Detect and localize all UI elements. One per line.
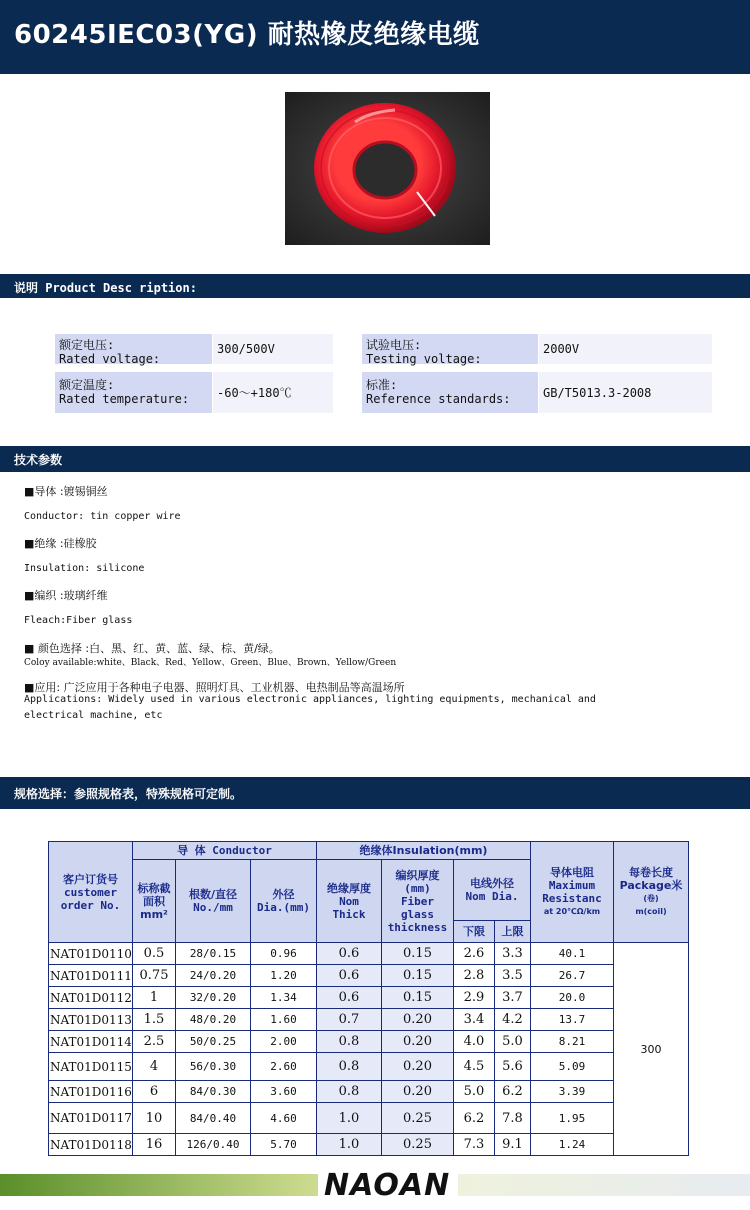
cell-ins: 1.0 [317, 1134, 382, 1156]
header-text: 客户订货号 [63, 872, 118, 886]
spec-table [48, 841, 689, 1156]
spec-label-testing-voltage [362, 334, 538, 364]
header-conductor-group: 导 体 Conductor [133, 842, 317, 860]
tech-applications-en-2: electrical machine, etc [24, 710, 163, 721]
header-text: thickness [387, 920, 448, 934]
cell-code: NAT01D0118 [49, 1134, 133, 1156]
header-text: customer [64, 885, 117, 899]
header-outer-dia [251, 860, 317, 943]
section-title: 规格选择：参照规格表，特殊规格可定制。 [14, 787, 243, 801]
spec-label-rated-temperature [55, 372, 212, 413]
cell-area: 4 [133, 1053, 176, 1081]
table-row [49, 1009, 689, 1031]
header-text: 绝缘厚度 [327, 881, 371, 895]
cell-min: 2.9 [454, 987, 495, 1009]
header-text: 导体电阻 [550, 866, 594, 879]
spec-label-rated-voltage [55, 334, 212, 364]
cell-min: 4.5 [454, 1053, 495, 1081]
cell-code: NAT01D0110 [49, 943, 133, 965]
header-text: Thick [332, 907, 366, 921]
tech-applications-en-1: Applications: Widely used in various electronic appliances, lighting equipments, mechanical and [24, 694, 596, 705]
header-text: Nom [339, 894, 359, 908]
cell-res: 20.0 [531, 987, 614, 1009]
cell-max: 4.2 [495, 1009, 531, 1031]
cell-max: 3.5 [495, 965, 531, 987]
cell-res: 5.09 [531, 1053, 614, 1081]
cell-code: NAT01D0116 [49, 1081, 133, 1103]
logo-text: NAOAN [324, 1168, 451, 1203]
header-text: (卷) [643, 894, 659, 903]
cell-area: 1.5 [133, 1009, 176, 1031]
tech-color-cn: ■ 颜色选择 :白、黑、红、黄、蓝、绿、棕、黄/绿。 [24, 642, 280, 655]
label-en: Rated voltage: [59, 352, 161, 366]
cell-min: 4.0 [454, 1031, 495, 1053]
tech-conductor-cn: ■导体 :镀锡铜丝 [24, 485, 108, 498]
label-en: Reference standards: [366, 392, 511, 406]
tech-applications-cn: ■应用: 广泛应用于各种电子电器、照明灯具、工业机器、电热制品等高温场所 [24, 681, 405, 694]
table-row [49, 1103, 689, 1134]
cell-ins: 0.6 [317, 987, 382, 1009]
cell-od: 0.96 [251, 943, 317, 965]
header-text: (mm) [404, 881, 431, 895]
cell-strands: 126/0.40 [176, 1134, 251, 1156]
label-en: Testing voltage: [366, 352, 482, 366]
section-title: 技术参数 [14, 453, 63, 467]
cell-res: 40.1 [531, 943, 614, 965]
cell-strands: 32/0.20 [176, 987, 251, 1009]
header-package [614, 842, 689, 943]
header-lower: 下限 [454, 921, 495, 943]
spec-table-body [49, 943, 689, 1156]
cell-min: 7.3 [454, 1134, 495, 1156]
cell-min: 2.8 [454, 965, 495, 987]
section-header-selection [0, 777, 750, 809]
page-title: 60245IEC03(YG) 耐热橡皮绝缘电缆 [14, 20, 480, 50]
cell-res: 13.7 [531, 1009, 614, 1031]
cell-min: 3.4 [454, 1009, 495, 1031]
header-upper: 上限 [495, 921, 531, 943]
cell-od: 2.60 [251, 1053, 317, 1081]
label-cn: 标准: [366, 378, 398, 392]
cell-od: 4.60 [251, 1103, 317, 1134]
section-header-description [0, 274, 750, 298]
cell-code: NAT01D0117 [49, 1103, 133, 1134]
cell-package-length: 300 [614, 943, 689, 1156]
header-text: Dia.(mm) [257, 901, 310, 914]
cell-max: 6.2 [495, 1081, 531, 1103]
cell-braid: 0.25 [382, 1103, 454, 1134]
cell-braid: 0.20 [382, 1009, 454, 1031]
table-row [49, 1081, 689, 1103]
cell-braid: 0.15 [382, 965, 454, 987]
header-text: Resistanc [542, 892, 602, 905]
cell-od: 5.70 [251, 1134, 317, 1156]
tech-color-en: Coloy available:white、Black、Red、Yellow、Green、Blue、Brown、Yellow/Green [24, 658, 397, 668]
cell-res: 26.7 [531, 965, 614, 987]
cell-code: NAT01D0114 [49, 1031, 133, 1053]
cell-strands: 50/0.25 [176, 1031, 251, 1053]
brand-logo [318, 1164, 458, 1208]
header-text: 电线外径 [470, 877, 514, 890]
cell-code: NAT01D0111 [49, 965, 133, 987]
cable-coil-image [285, 92, 490, 245]
cell-ins: 0.8 [317, 1031, 382, 1053]
header-text: Nom Dia. [465, 890, 519, 903]
cell-strands: 24/0.20 [176, 965, 251, 987]
label-cn: 额定电压: [59, 338, 115, 352]
table-row [49, 1134, 689, 1156]
cell-ins: 0.8 [317, 1053, 382, 1081]
tech-braid-cn: ■编织 :玻璃纤维 [24, 589, 108, 602]
tech-insulation-cn: ■绝缘 :硅橡胶 [24, 537, 97, 550]
cell-strands: 56/0.30 [176, 1053, 251, 1081]
cell-area: 2.5 [133, 1031, 176, 1053]
label-cn: 额定温度: [59, 378, 115, 392]
header-text: at 20℃Ω/km [543, 907, 601, 916]
tech-insulation-en: Insulation: silicone [24, 563, 145, 574]
header-text: 根数/直径 [188, 888, 238, 901]
cell-od: 1.20 [251, 965, 317, 987]
cell-area: 1 [133, 987, 176, 1009]
spec-value-rated-temperature: -60～+180℃ [213, 372, 333, 413]
cell-ins: 0.8 [317, 1081, 382, 1103]
cell-code: NAT01D0113 [49, 1009, 133, 1031]
cell-max: 3.7 [495, 987, 531, 1009]
table-row [49, 943, 689, 965]
header-text: m(coil) [635, 907, 667, 916]
header-text: order No. [60, 898, 121, 912]
header-text: 外径 [272, 888, 295, 901]
header-area [133, 860, 176, 943]
cell-code: NAT01D0115 [49, 1053, 133, 1081]
table-row [49, 987, 689, 1009]
header-insulation-thickness [317, 860, 382, 943]
cell-strands: 28/0.15 [176, 943, 251, 965]
cell-od: 2.00 [251, 1031, 317, 1053]
cell-ins: 0.7 [317, 1009, 382, 1031]
table-row [49, 965, 689, 987]
cell-res: 1.95 [531, 1103, 614, 1134]
spec-value-rated-voltage: 300/500V [213, 334, 333, 364]
title-bar [0, 0, 750, 74]
product-photo [285, 92, 490, 245]
cell-max: 5.0 [495, 1031, 531, 1053]
cell-code: NAT01D0112 [49, 987, 133, 1009]
cell-braid: 0.20 [382, 1081, 454, 1103]
tech-braid-en: Fleach:Fiber glass [24, 615, 133, 626]
cell-strands: 84/0.40 [176, 1103, 251, 1134]
cell-od: 3.60 [251, 1081, 317, 1103]
header-strands [176, 860, 251, 943]
cell-res: 1.24 [531, 1134, 614, 1156]
header-text: 编织厚度 [395, 868, 440, 882]
cell-max: 7.8 [495, 1103, 531, 1134]
cell-max: 9.1 [495, 1134, 531, 1156]
cell-braid: 0.15 [382, 943, 454, 965]
header-text: glass [400, 907, 435, 921]
spec-value-testing-voltage: 2000V [539, 334, 712, 364]
cell-od: 1.34 [251, 987, 317, 1009]
header-resistance [531, 842, 614, 943]
header-text: mm² [140, 907, 168, 921]
section-title: 说明 Product Desc ription: [14, 281, 197, 295]
cell-min: 2.6 [454, 943, 495, 965]
cell-braid: 0.25 [382, 1134, 454, 1156]
header-order-no [49, 842, 133, 943]
cell-strands: 48/0.20 [176, 1009, 251, 1031]
label-en: Rated temperature: [59, 392, 190, 406]
header-text: 每卷长度 [629, 866, 673, 879]
cell-braid: 0.20 [382, 1053, 454, 1081]
cell-ins: 1.0 [317, 1103, 382, 1134]
header-text: No./mm [193, 901, 233, 914]
cell-res: 3.39 [531, 1081, 614, 1103]
cell-area: 6 [133, 1081, 176, 1103]
spec-value-reference-standards: GB/T5013.3-2008 [539, 372, 712, 413]
header-text: 标称截面积 [137, 881, 171, 908]
cell-min: 5.0 [454, 1081, 495, 1103]
cell-od: 1.60 [251, 1009, 317, 1031]
cell-ins: 0.6 [317, 965, 382, 987]
header-insulation-group: 绝缘体Insulation(mm) [317, 842, 531, 860]
cell-area: 0.75 [133, 965, 176, 987]
header-text: Package米 [619, 879, 683, 892]
cell-area: 0.5 [133, 943, 176, 965]
cell-max: 3.3 [495, 943, 531, 965]
header-braid-thickness [382, 860, 454, 943]
cell-braid: 0.20 [382, 1031, 454, 1053]
header-text: Maximum [548, 879, 596, 892]
cell-res: 8.21 [531, 1031, 614, 1053]
section-header-technical [0, 446, 750, 472]
spec-label-reference-standards [362, 372, 538, 413]
cell-max: 5.6 [495, 1053, 531, 1081]
cell-min: 6.2 [454, 1103, 495, 1134]
header-text: Fiber [400, 894, 435, 908]
tech-conductor-en: Conductor: tin copper wire [24, 511, 181, 522]
cell-area: 16 [133, 1134, 176, 1156]
cell-strands: 84/0.30 [176, 1081, 251, 1103]
header-wire-od [454, 860, 531, 921]
label-cn: 试验电压: [366, 338, 422, 352]
cell-braid: 0.15 [382, 987, 454, 1009]
cell-area: 10 [133, 1103, 176, 1134]
cell-ins: 0.6 [317, 943, 382, 965]
table-row [49, 1053, 689, 1081]
table-row [49, 1031, 689, 1053]
